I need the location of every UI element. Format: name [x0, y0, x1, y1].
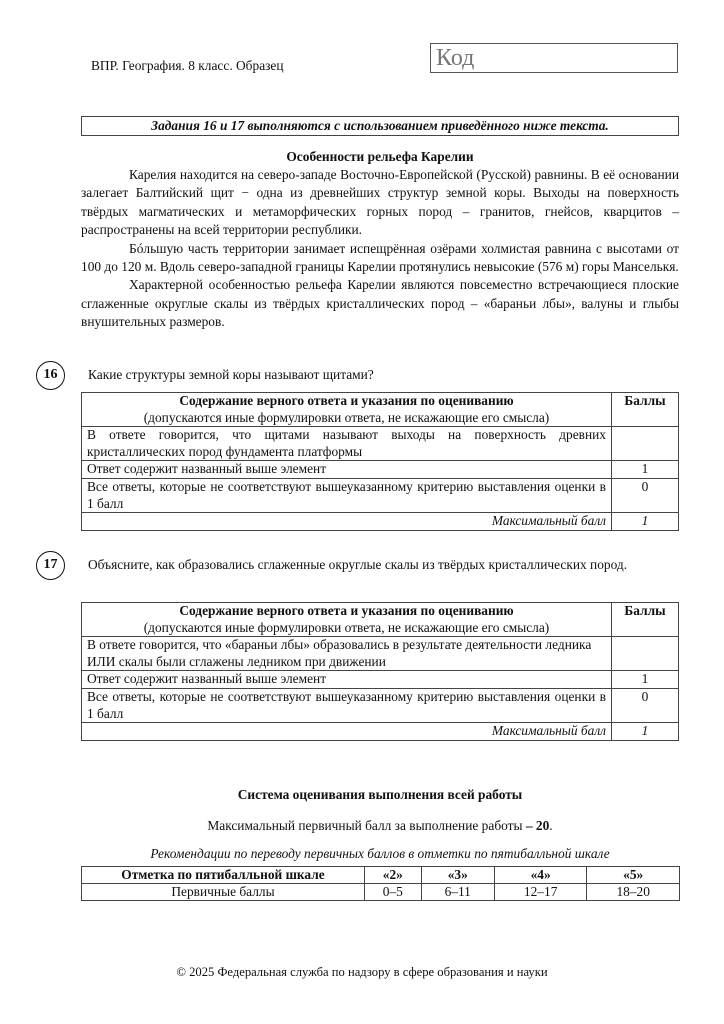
points-header: Баллы	[612, 393, 679, 427]
grading-max-end: .	[549, 818, 553, 833]
task-number-badge: 17	[36, 551, 65, 580]
criteria-answer-row	[82, 637, 679, 671]
code-field[interactable]: Код	[430, 43, 678, 73]
criteria-header-main: Содержание верного ответа и указания по оцениванию	[179, 393, 514, 408]
passage-title: Особенности рельефа Карелии	[286, 149, 474, 164]
grading-max-value: 20	[535, 818, 550, 833]
grade-mark: «5»	[587, 867, 680, 884]
max-score-label: Максимальный балл	[82, 513, 612, 531]
passage-text	[81, 166, 679, 332]
max-score-value: 1	[612, 513, 679, 531]
criteria-answer: В ответе говорится, что щитами называют выходы на поверхность древних кристаллических пород фундамента платформы	[82, 427, 612, 461]
criteria-header-cell	[82, 393, 612, 427]
criteria-header-row	[82, 393, 679, 427]
criteria-text: Ответ содержит названный выше элемент	[82, 461, 612, 479]
grade-scores-label: Первичные баллы	[82, 884, 365, 901]
grading-title: Система оценивания выполнения всей работы	[237, 787, 523, 802]
criteria-row	[82, 688, 679, 722]
criteria-header-cell	[82, 603, 612, 637]
grade-mark: «3»	[421, 867, 494, 884]
grade-score-range: 6–11	[421, 884, 494, 901]
criteria-max-row	[82, 513, 679, 531]
criteria-answer-alt: ИЛИ скалы были сглажены ледником при движении	[87, 653, 386, 669]
points-cell-empty	[612, 637, 679, 671]
criteria-header-sub: (допускаются иные формулировки ответа, не искажающие его смысла)	[143, 409, 550, 425]
points-cell-empty	[612, 427, 679, 461]
points-value: 1	[612, 671, 679, 689]
grade-scale-table	[81, 866, 680, 901]
passage-paragraph: Бóльшую часть территории занимает испещрённая озёрами холмистая равнина с высотами от 100 до 120 м. Вдоль северо-западной границы Карелии протянулись невысокие (576 м) горы Манселькя.	[81, 240, 679, 275]
criteria-text: Все ответы, которые не соответствуют вышеуказанному критерию выставления оценки в 1 балл	[82, 478, 612, 512]
task-question: Какие структуры земной коры называют щитами?	[88, 367, 374, 382]
passage-paragraph: Карелия находится на северо-западе Восточно-Европейской (Русской) равнины. В её основании залегает Балтийский щит − одна из древнейших структур земной коры. Выходы на поверхность твёрдых магматических и метаморфических горных пород – гранитов, гнейсов, кварцитов – распространены на всей территории республики.	[81, 167, 679, 238]
grading-max-text: Максимальный первичный балл за выполнение работы	[207, 818, 523, 833]
criteria-header-row	[82, 603, 679, 637]
grade-score-range: 0–5	[365, 884, 422, 901]
task-number-badge: 16	[36, 361, 65, 390]
max-score-label: Максимальный балл	[82, 723, 612, 741]
task-question: Объясните, как образовались сглаженные округлые скалы из твёрдых кристаллических пород.	[88, 557, 628, 572]
criteria-header-sub: (допускаются иные формулировки ответа, не искажающие его смысла)	[143, 619, 550, 635]
grade-score-range: 18–20	[587, 884, 680, 901]
criteria-table	[81, 392, 679, 531]
grading-recommendation: Рекомендации по переводу первичных баллов в отметки по пятибалльной шкале	[150, 846, 610, 861]
points-value: 0	[612, 688, 679, 722]
criteria-text: Все ответы, которые не соответствуют вышеуказанному критерию выставления оценки в 1 балл	[82, 688, 612, 722]
criteria-max-row	[82, 723, 679, 741]
grade-mark: «4»	[494, 867, 587, 884]
criteria-answer-cell	[82, 637, 612, 671]
criteria-answer: В ответе говорится, что «бараньи лбы» образовались в результате деятельности ледника	[87, 637, 592, 653]
grade-score-range: 12–17	[494, 884, 587, 901]
points-value: 0	[612, 478, 679, 512]
tasks-instruction-banner: Задания 16 и 17 выполняются с использованием приведённого ниже текста.	[81, 116, 679, 136]
grade-mark: «2»	[365, 867, 422, 884]
points-header: Баллы	[612, 603, 679, 637]
grade-scale-header: Отметка по пятибалльной шкале	[82, 867, 365, 884]
grading-max-line	[81, 818, 679, 834]
criteria-row	[82, 478, 679, 512]
criteria-row	[82, 461, 679, 479]
grade-scale-header-row	[82, 867, 680, 884]
max-score-value: 1	[612, 723, 679, 741]
grading-max-dash: –	[522, 818, 536, 833]
points-value: 1	[612, 461, 679, 479]
document-header-title: ВПР. География. 8 класс. Образец	[91, 58, 284, 73]
criteria-table	[81, 602, 679, 741]
passage-paragraph: Характерной особенностью рельефа Карелии являются повсеместно встречающиеся плоские сглаженные округлые скалы из твёрдых кристаллических пород – «бараньи лбы», валуны и глыбы внушительных размеров.	[81, 277, 679, 330]
criteria-row	[82, 671, 679, 689]
footer-copyright: © 2025 Федеральная служба по надзору в сфере образования и науки	[176, 965, 548, 979]
criteria-header-main: Содержание верного ответа и указания по оцениванию	[179, 603, 514, 618]
criteria-answer-row	[82, 427, 679, 461]
grade-scores-row	[82, 884, 680, 901]
criteria-text: Ответ содержит названный выше элемент	[82, 671, 612, 689]
